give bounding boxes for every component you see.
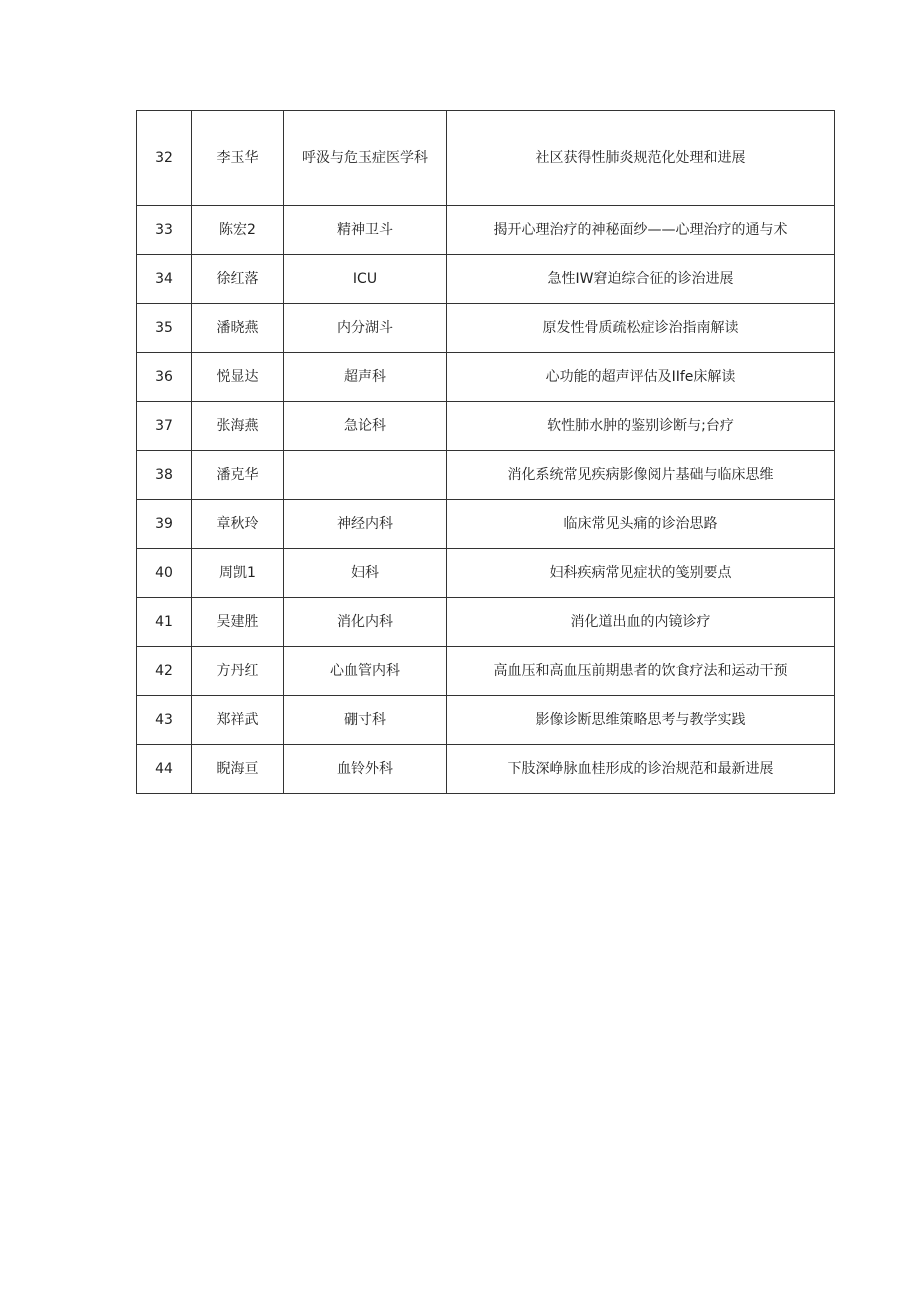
lecture-topic: 心功能的超声评估及IIfe床解读: [447, 353, 835, 402]
table-row: [137, 402, 835, 451]
row-number: 36: [137, 353, 192, 402]
row-number: 44: [137, 745, 192, 794]
row-number: 40: [137, 549, 192, 598]
table-row: [137, 304, 835, 353]
speaker-name: 吴建胜: [192, 598, 284, 647]
lecture-topic: 消化系统常见疾病影像阅片基础与临床思维: [447, 451, 835, 500]
row-number: 43: [137, 696, 192, 745]
lecture-topic: 下肢深峥脉血桂形成的诊治规范和最新进展: [447, 745, 835, 794]
department: ICU: [284, 255, 447, 304]
speaker-name: 徐红落: [192, 255, 284, 304]
speaker-name: 潘晓燕: [192, 304, 284, 353]
department: 心血管内科: [284, 647, 447, 696]
speaker-name: 陈宏2: [192, 206, 284, 255]
row-number: 41: [137, 598, 192, 647]
department: 急论科: [284, 402, 447, 451]
table-row: [137, 696, 835, 745]
row-number: 32: [137, 111, 192, 206]
lecture-topic: 揭开心理治疗的神秘面纱——心理治疗的通与术: [447, 206, 835, 255]
speaker-name: 睨海亘: [192, 745, 284, 794]
lecture-topic: 急性IW窘迫综合征的诊治进展: [447, 255, 835, 304]
table-row: [137, 255, 835, 304]
table-row: [137, 111, 835, 206]
row-number: 38: [137, 451, 192, 500]
department: 消化内科: [284, 598, 447, 647]
row-number: 35: [137, 304, 192, 353]
speaker-name: 潘克华: [192, 451, 284, 500]
speaker-name: 章秋玲: [192, 500, 284, 549]
row-number: 42: [137, 647, 192, 696]
department: 神经内科: [284, 500, 447, 549]
table-row: [137, 745, 835, 794]
speaker-name: 悦显达: [192, 353, 284, 402]
table-row: [137, 353, 835, 402]
table-row: [137, 500, 835, 549]
speaker-name: 周凯1: [192, 549, 284, 598]
row-number: 34: [137, 255, 192, 304]
row-number: 39: [137, 500, 192, 549]
lecture-topic: 社区获得性肺炎规范化处理和进展: [447, 111, 835, 206]
table-row: [137, 451, 835, 500]
department: 妇科: [284, 549, 447, 598]
lecture-topic: 妇科疾病常见症状的笺别要点: [447, 549, 835, 598]
lecture-schedule-table: [136, 110, 835, 794]
table-row: [137, 598, 835, 647]
department: 精神卫斗: [284, 206, 447, 255]
lecture-topic: 软性肺水肿的鉴别诊断与;台疗: [447, 402, 835, 451]
table-row: [137, 206, 835, 255]
department: [284, 451, 447, 500]
department: 呼汲与危玉症医学科: [284, 111, 447, 206]
speaker-name: 张海燕: [192, 402, 284, 451]
row-number: 37: [137, 402, 192, 451]
department: 硼寸科: [284, 696, 447, 745]
lecture-topic: 影像诊断思维策略思考与教学实践: [447, 696, 835, 745]
department: 血铃外科: [284, 745, 447, 794]
lecture-topic: 原发性骨质疏松症诊治指南解读: [447, 304, 835, 353]
lecture-topic: 高血压和高血压前期患者的饮食疗法和运动干预: [447, 647, 835, 696]
lecture-topic: 消化道出血的内镜诊疗: [447, 598, 835, 647]
department: 超声科: [284, 353, 447, 402]
table-row: [137, 647, 835, 696]
speaker-name: 方丹红: [192, 647, 284, 696]
speaker-name: 李玉华: [192, 111, 284, 206]
table-row: [137, 549, 835, 598]
department: 内分湖斗: [284, 304, 447, 353]
lecture-topic: 临床常见头痛的诊治思路: [447, 500, 835, 549]
row-number: 33: [137, 206, 192, 255]
speaker-name: 郑祥武: [192, 696, 284, 745]
